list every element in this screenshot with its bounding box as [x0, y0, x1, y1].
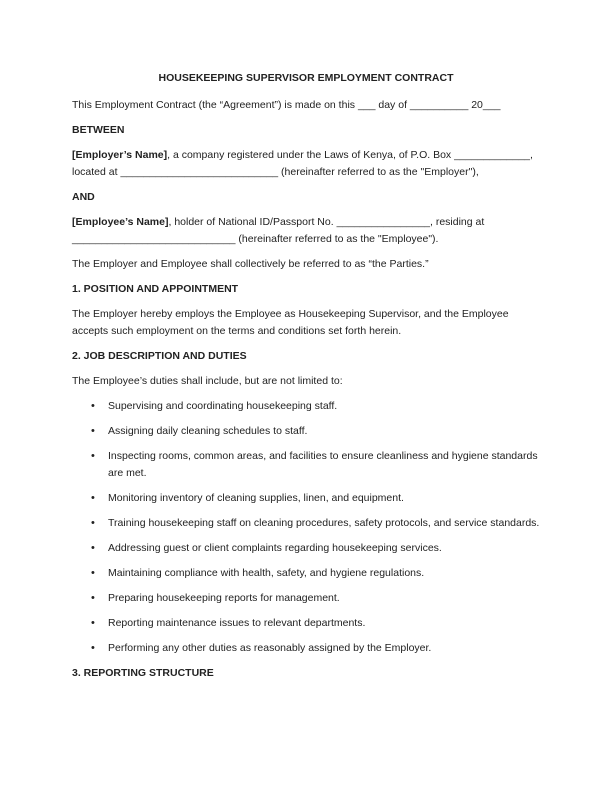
employee-paragraph: [72, 214, 540, 248]
employer-name-placeholder: [Employer’s Name]: [72, 149, 168, 161]
document-title: HOUSEKEEPING SUPERVISOR EMPLOYMENT CONTRACT: [158, 72, 454, 84]
list-item: • Performing any other duties as reasonably assigned by the Employer.: [108, 640, 540, 657]
list-item: • Inspecting rooms, common areas, and facilities to ensure cleanliness and hygiene standards are met.: [108, 448, 540, 482]
intro-paragraph: This Employment Contract (the “Agreement”) is made on this ___ day of __________ 20___: [72, 99, 501, 111]
and-label: AND: [72, 191, 95, 203]
employer-details: , a company registered under the Laws of Kenya, of P.O. Box _____________, located at ___________________________ (hereinafter referred to as the "Employer"),: [72, 149, 533, 178]
duties-list: [72, 398, 540, 657]
section-body-duties: The Employee’s duties shall include, but are not limited to:: [72, 375, 343, 387]
section-body-position: The Employer hereby employs the Employee as Housekeeping Supervisor, and the Employee accepts such employment on the terms and conditions set forth herein.: [72, 308, 509, 337]
document-page: [72, 70, 540, 690]
list-item: • Reporting maintenance issues to relevant departments.: [108, 615, 540, 632]
section-heading-reporting: 3. REPORTING STRUCTURE: [72, 667, 214, 679]
section-heading-duties: 2. JOB DESCRIPTION AND DUTIES: [72, 350, 247, 362]
list-item: • Preparing housekeeping reports for management.: [108, 590, 540, 607]
between-label: BETWEEN: [72, 124, 125, 136]
employee-name-placeholder: [Employee’s Name]: [72, 216, 169, 228]
parties-paragraph: The Employer and Employee shall collectively be referred to as “the Parties.”: [72, 258, 429, 270]
employer-paragraph: [72, 147, 540, 181]
employee-details: , holder of National ID/Passport No. ________________, residing at ____________________________ (hereinafter referred to as the "Employee").: [72, 216, 485, 245]
list-item: • Assigning daily cleaning schedules to staff.: [108, 423, 540, 440]
section-heading-position: 1. POSITION AND APPOINTMENT: [72, 283, 239, 295]
list-item: • Training housekeeping staff on cleaning procedures, safety protocols, and service standards.: [108, 515, 540, 532]
list-item: • Addressing guest or client complaints regarding housekeeping services.: [108, 540, 540, 557]
list-item: • Maintaining compliance with health, safety, and hygiene regulations.: [108, 565, 540, 582]
list-item: • Monitoring inventory of cleaning supplies, linen, and equipment.: [108, 490, 540, 507]
list-item: • Supervising and coordinating housekeeping staff.: [108, 398, 540, 415]
